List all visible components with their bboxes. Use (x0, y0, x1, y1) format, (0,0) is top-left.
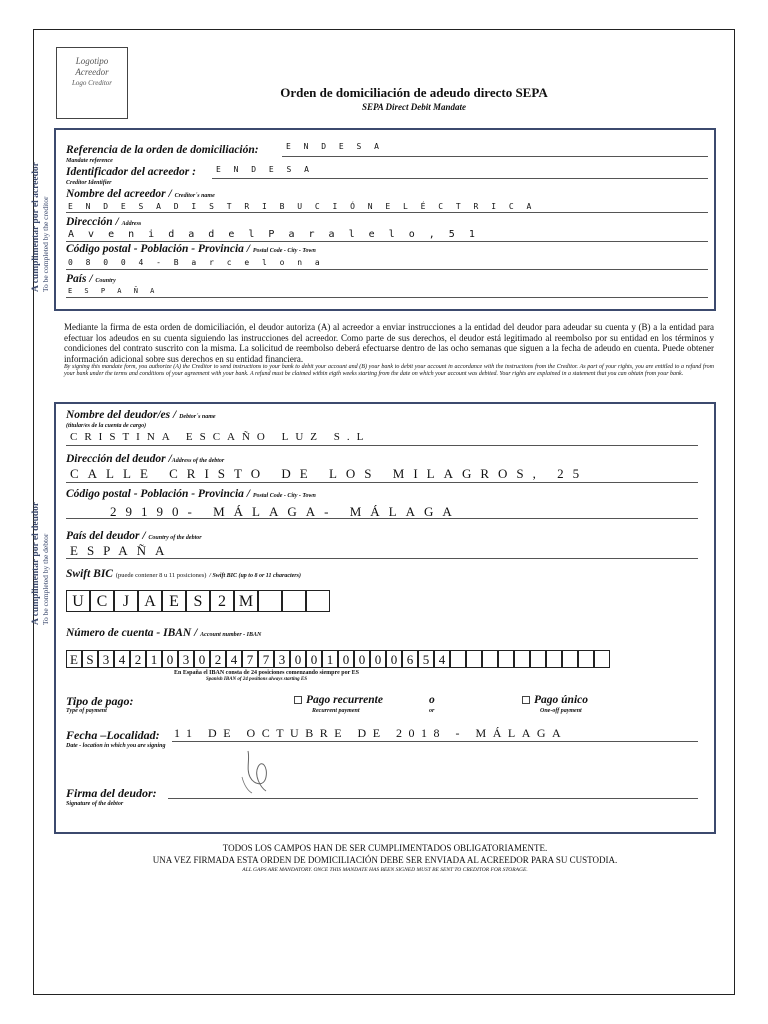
bic-cell[interactable]: 2 (210, 590, 234, 612)
swift-bic-field (66, 590, 330, 612)
one-off-payment-option[interactable]: Pago único (522, 694, 588, 706)
iban-cell[interactable]: 0 (290, 650, 306, 668)
iban-note-en: Spanish IBAN of 24 positions always starting ES (206, 677, 308, 682)
bic-cell[interactable] (306, 590, 330, 612)
bic-cell[interactable]: E (162, 590, 186, 612)
iban-cell[interactable] (482, 650, 498, 668)
recurrent-payment-option[interactable]: Pago recurrente (294, 694, 383, 706)
iban-cell[interactable]: 0 (194, 650, 210, 668)
date-location-value[interactable]: 11 DE OCTUBRE DE 2018 - MÁLAGA (174, 726, 568, 740)
iban-cell[interactable]: 7 (258, 650, 274, 668)
or-label: o (429, 694, 435, 706)
iban-cell[interactable]: 4 (226, 650, 242, 668)
bic-cell[interactable]: A (138, 590, 162, 612)
footer-mandatory: TODOS LOS CAMPOS HAN DE SER CUMPLIMENTADOS OBLIGATORIAMENTE. (222, 843, 548, 853)
swift-bic-label: Swift BIC (puede contener 8 u 11 posiciones) / Swift BIC (up to 8 or 11 characters) (66, 568, 301, 580)
one-off-checkbox[interactable] (522, 696, 530, 704)
iban-cell[interactable] (498, 650, 514, 668)
iban-cell[interactable]: 4 (434, 650, 450, 668)
signature-label: Firma del deudor: (66, 786, 157, 800)
payment-type-label: Tipo de pago: (66, 694, 134, 708)
legal-text-en: By signing this mandate form, you authorize (A) the Creditor to send instructions to your bank to debit your account and (B) your bank to debit your account in accordance with the instructions from the Creditor. As part of your rights, you are entitled to a refund from your bank under the terms and conditions of your agreement with your bank. A refund must be claimed within eigth weeks starting from the date on which your account was debited. Your rights are explained in a statement that you can obtain from your bank. (64, 364, 714, 377)
recurrent-checkbox[interactable] (294, 696, 302, 704)
creditor-postcode-value[interactable]: 0 8 0 0 4 - B a r c e l o n a (68, 258, 324, 267)
iban-cell[interactable] (594, 650, 610, 668)
iban-cell[interactable]: S (82, 650, 98, 668)
footer-send: UNA VEZ FIRMADA ESTA ORDEN DE DOMICILIACIÓN DEBE SER ENVIADA AL ACREEDOR PARA SU CUSTODIA. (152, 855, 618, 865)
bic-cell[interactable]: C (90, 590, 114, 612)
iban-cell[interactable]: 6 (402, 650, 418, 668)
iban-cell[interactable] (450, 650, 466, 668)
creditor-country-value[interactable]: E S P A Ñ A (68, 287, 159, 295)
creditor-postcode-label: Código postal - Población - Provincia / Postal Code - City - Town (66, 243, 316, 255)
iban-cell[interactable]: 4 (114, 650, 130, 668)
iban-note: En España el IBAN consta de 24 posiciones comenzando siempre por ES (174, 670, 359, 676)
creditor-name-value[interactable]: E N D E S A D I S T R I B U C I Ó N E L É C T R I C A (68, 202, 536, 211)
iban-cell[interactable]: 0 (162, 650, 178, 668)
iban-cell[interactable]: 1 (146, 650, 162, 668)
iban-cell[interactable]: 5 (418, 650, 434, 668)
debtor-postcode-label: Código postal - Población - Provincia / Postal Code - City - Town (66, 488, 316, 500)
iban-field (66, 650, 610, 668)
mandate-ref-label: Referencia de la orden de domiciliación: (66, 144, 259, 156)
creditor-address-value[interactable]: A v e n i d a d e l P a r a l e l o , 5 1 (68, 229, 479, 240)
iban-cell[interactable]: E (66, 650, 82, 668)
page-subtitle: SEPA Direct Debit Mandate (361, 102, 467, 112)
date-location-label: Fecha –Localidad: (66, 728, 160, 742)
bic-cell[interactable]: M (234, 590, 258, 612)
debtor-postcode-value[interactable]: 29190- MÁLAGA- MÁLAGA (110, 504, 461, 519)
creditor-country-label: País / Country (66, 273, 116, 285)
iban-cell[interactable] (530, 650, 546, 668)
iban-cell[interactable]: 2 (210, 650, 226, 668)
footer-english: ALL GAPS ARE MANDATORY. ONCE THIS MANDATE HAS BEEN SIGNED MUST BE SENT TO CREDITOR FOR STORAGE. (242, 867, 528, 873)
iban-cell[interactable]: 7 (242, 650, 258, 668)
creditor-section: Referencia de la orden de domiciliación: Mandate reference E N D E S A Identificador del acreedor : Creditor Identifier E N D E S A Nombre del acreedor / Creditor´s name E N D E S A D I S T R I B U C I Ó N E L É C T R I C A Dirección / Address A v e n i d a d e l P a r a l e l o , 5 1 Código postal - Población - Provincia / Postal Code - City - Town 0 8 0 0 4 - B a r c e l o n a País / Country E S P A Ñ A (54, 128, 716, 311)
iban-label: Número de cuenta - IBAN / Account number - IBAN (66, 627, 262, 639)
bic-cell[interactable]: U (66, 590, 90, 612)
creditor-name-label: Nombre del acreedor / Creditor´s name (66, 188, 215, 200)
bic-cell[interactable] (258, 590, 282, 612)
debtor-country-value[interactable]: ESPAÑA (70, 543, 174, 558)
bic-cell[interactable] (282, 590, 306, 612)
debtor-name-label: Nombre del deudor/es / Debtor´s name (66, 409, 216, 421)
debtor-section: Nombre del deudor/es / Debtor´s name (titular/es de la cuenta de cargo) CRISTINA ESCAÑO LUZ S.L Dirección del deudor /Address of the debtor CALLE CRISTO DE LOS MILAGROS, 25 Código postal - Población - Provincia / Postal Code - City - Town 29190- MÁLAGA- MÁLAGA País del deudor / Country of the debtor ESPAÑA Swift BIC (puede contener 8 u 11 posiciones) / Swift BIC (up to 8 or 11 characters) U C J A E S 2 M Número de cuenta - IBAN / Account number - IBAN E S 3 4 2 1 0 3 0 2 4 7 7 3 0 0 1 0 0 0 0 6 5 4 En España el IBAN consta de 24 posiciones comenzando siempre por ES Spanish IBAN of 24 positions always starting ES Tipo de pago: Type of payment Pago recurrente Recurrent payment o or Pago único One-off payment Fecha –Localidad: Date - location in which you are signing 11 DE OCTUBRE DE 2018 - MÁLAGA Firma del deudor: Signature of the debtor (54, 402, 716, 834)
iban-cell[interactable]: 0 (354, 650, 370, 668)
iban-cell[interactable]: 0 (386, 650, 402, 668)
creditor-id-label: Identificador del acreedor : (66, 166, 196, 178)
iban-cell[interactable]: 0 (338, 650, 354, 668)
iban-cell[interactable]: 0 (306, 650, 322, 668)
iban-cell[interactable]: 0 (370, 650, 386, 668)
debtor-name-value[interactable]: CRISTINA ESCAÑO LUZ S.L (70, 431, 371, 443)
mandate-page: Logotipo Acreedor Logo Creditor Orden de domiciliación de adeudo directo SEPA SEPA Direct Debit Mandate A cumplimentar por el acreedor To be completed by the creditor A cumplimentar por el deudor To be completed by the debtor Referencia de la orden de domiciliación: Mandate reference E N D E S A Identificador del acreedor : Creditor Identifier E N D E S A Nombre del acreedor / Creditor´s name E N D E S A D I S T R I B U C I Ó N E L É C T R I C A Dirección / Address A v e n i d a d e l P a r a l e l o , 5 1 Código postal - Población - Provincia / Postal Code - City - Town 0 8 0 0 4 - B a r c e l o n a País / Country E S P A Ñ A Mediante la firma de esta orden de domiciliación, el deudor autoriza (A) al acreedor a enviar instrucciones a la entidad del deudor para adeudar su cuenta y (B) a la entidad para efectuar los adeudos en su cuenta siguiendo las instrucciones del acreedor. Como parte de sus derechos, el deudor está legitimado al reembolso por su entidad en los términos y condiciones del contrato suscrito con la misma. La solicitud de reembolso deberá efectuarse dentro de las ocho semanas que siguen a la fecha de adeudo en cuenta. Puede obtener información adicional sobre sus derechos en su entidad financiera. By signing this mandate form, you authorize (A) the Creditor to send instructions to your bank to debit your account and (B) your bank to debit your account in accordance with the instructions from the Creditor. As part of your rights, you are entitled to a refund from your bank under the terms and conditions of your agreement with your bank. A refund must be claimed within eigth weeks starting from the date on which your account was debited. Your rights are explained in a statement that you can obtain from your bank. Nombre del deudor/es / Debtor´s name (titular/es de la cuenta de cargo) CRISTINA ESCAÑO LUZ S.L Dirección del deudor /Address of the debtor CALLE CRISTO DE LOS MILAGROS, 25 Código postal - Población - Provincia / Postal Code - City - Town 29190- MÁLAGA- MÁLAGA País del deudor / Country of the debtor ESPAÑA Swift BIC (puede contener 8 u 11 posiciones) / Swift BIC (up to 8 or 11 characters) U C J A E S 2 M Número de cuenta - IBAN / Account number - IBAN E S 3 4 2 1 0 3 0 2 4 7 7 3 0 0 1 0 0 0 0 6 5 4 En España el IBAN consta de 24 posiciones comenzando siempre por ES Spanish IBAN of 24 positions always starting ES Tipo de pago: Type of payment Pago recurrente Recurrent payment o or Pago único One-off payment Fecha –Localidad: Date - location in which you are signing 11 DE OCTUBRE DE 2018 - MÁLAGA Firma del deudor: Signature of the debtor TODOS LOS CAMPOS HAN DE SER CUMPLIMENTADOS OBLIGATORIAMENTE. UNA VEZ FIRMADA ESTA ORDEN DE DOMICILIACIÓN DEBE SER ENVIADA AL ACREEDOR PARA SU CUSTODIA. ALL GAPS ARE MANDATORY. ONCE THIS MANDATE HAS BEEN SIGNED MUST BE SENT TO CREDITOR FOR STORAGE. (33, 29, 735, 995)
iban-cell[interactable] (562, 650, 578, 668)
iban-cell[interactable] (466, 650, 482, 668)
debtor-address-value[interactable]: CALLE CRISTO DE LOS MILAGROS, 25 (70, 466, 589, 481)
iban-cell[interactable]: 2 (130, 650, 146, 668)
iban-cell[interactable] (514, 650, 530, 668)
creditor-id-value[interactable]: E N D E S A (216, 165, 313, 174)
legal-text-es: Mediante la firma de esta orden de domiciliación, el deudor autoriza (A) al acreedor a enviar instrucciones a la entidad del deudor para adeudar su cuenta y (B) a la entidad para efectuar los adeudos en su cuenta siguiendo las instrucciones del acreedor. Como parte de sus derechos, el deudor está legitimado al reembolso por su entidad en los términos y condiciones del contrato suscrito con la misma. La solicitud de reembolso deberá efectuarse dentro de las ocho semanas que siguen a la fecha de adeudo en cuenta. Puede obtener información adicional sobre sus derechos en su entidad financiera. (64, 322, 714, 364)
creditor-logo: Logotipo Acreedor Logo Creditor (56, 47, 128, 119)
iban-cell[interactable] (578, 650, 594, 668)
mandate-ref-value[interactable]: E N D E S A (286, 142, 383, 151)
iban-cell[interactable] (546, 650, 562, 668)
bic-cell[interactable]: J (114, 590, 138, 612)
debtor-address-label: Dirección del deudor /Address of the debtor (66, 453, 225, 465)
page-title: Orden de domiciliación de adeudo directo SEPA (280, 85, 548, 100)
iban-cell[interactable]: 1 (322, 650, 338, 668)
signature-scribble (236, 747, 276, 797)
iban-cell[interactable]: 3 (98, 650, 114, 668)
iban-cell[interactable]: 3 (274, 650, 290, 668)
creditor-address-label: Dirección / Address (66, 216, 142, 228)
bic-cell[interactable]: S (186, 590, 210, 612)
iban-cell[interactable]: 3 (178, 650, 194, 668)
debtor-country-label: País del deudor / Country of the debtor (66, 530, 202, 542)
